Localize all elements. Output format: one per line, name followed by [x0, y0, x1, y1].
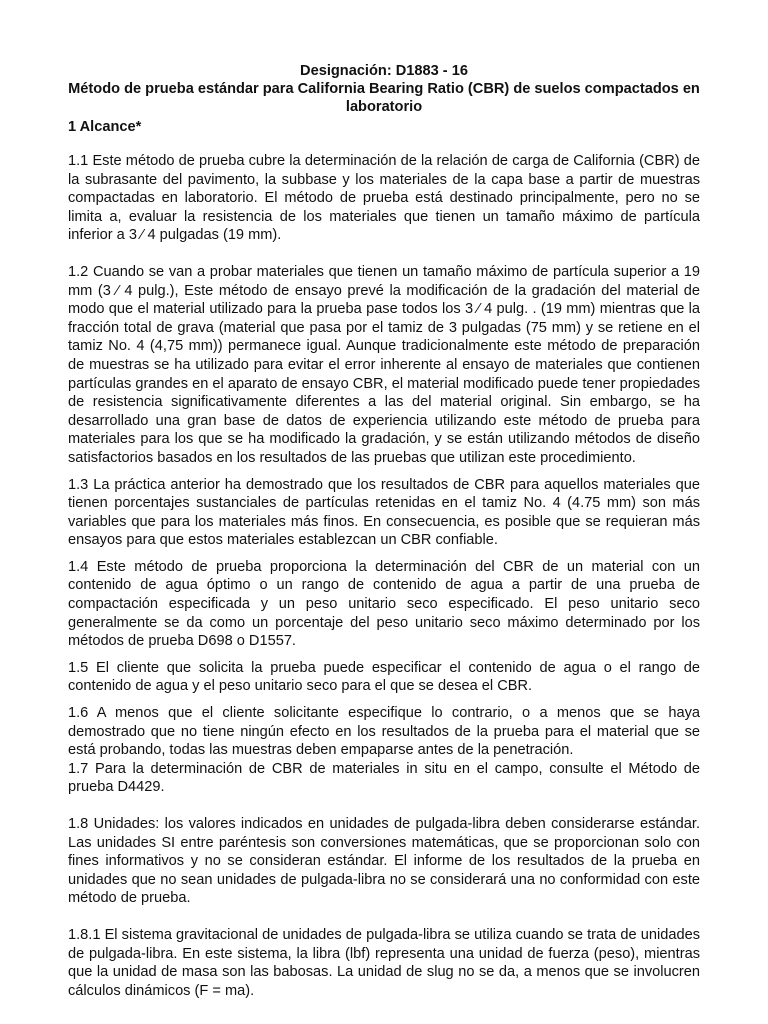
paragraph-1-4: 1.4 Este método de prueba proporciona la determinación del CBR de un material con un contenido de agua óptimo o un rango de contenido de agua a partir de una prueba de compactación especificada y un peso unitario seco especificado. El peso unitario seco generalmente se da como un porcentaje del peso unitario seco máximo determinado por los métodos de prueba D698 o D1557.	[68, 558, 700, 650]
paragraph-1-1: 1.1 Este método de prueba cubre la determinación de la relación de carga de California (CBR) de la subrasante del pavimento, la subbase y los materiales de la capa base a partir de muestras compactadas en laboratorio. El método de prueba está destinado principalmente, pero no se limita a, evaluar la resistencia de los materiales que tienen un tamaño máximo de partícula inferior a 3 ⁄ 4 pulgadas (19 mm).	[68, 153, 700, 244]
paragraph-1-5: 1.5 El cliente que solicita la prueba puede especificar el contenido de agua o el rango de contenido de agua y el peso unitario seco para el que se desea el CBR.	[68, 659, 700, 695]
section-heading-scope: 1 Alcance*	[68, 119, 142, 135]
document-designation: Designación: D1883 - 16	[300, 63, 468, 79]
paragraph-1-2: 1.2 Cuando se van a probar materiales que tienen un tamaño máximo de partícula superior a 19 mm (3 ⁄ 4 pulg.), Este método de ensayo prevé la modificación de la gradación del material de modo que el material utilizado para la prueba pase todos los 3 ⁄ 4 pulg. . (19 mm) mientras que la fracción total de grava (material que pasa por el tamiz de 3 pulgadas (75 mm) y se retiene en el tamiz No. 4 (4,75 mm)) permanece igual. Aunque tradicionalmente este método de preparación de muestras se ha utilizado para evitar el error inherente al ensayo de materiales que contienen partículas grandes en el aparato de ensayo CBR, el material modificado puede tener propiedades de resistencia significativamente diferentes a las del material original. Sin embargo, se ha desarrollado una gran base de datos de experiencia utilizando este método de prueba para materiales para los que se ha modificado la gradación, y se están utilizando métodos de diseño satisfactorios basados en los resultados de las pruebas que utilizan este procedimiento.	[68, 263, 700, 466]
document-title-line-1: Método de prueba estándar para California Bearing Ratio (CBR) de suelos compactados en	[68, 81, 700, 97]
paragraph-1-6: 1.6 A menos que el cliente solicitante especifique lo contrario, o a menos que se haya demostrado que no tiene ningún efecto en los resultados de la prueba para el material que se está probando, todas las muestras deben empaparse antes de la penetración.	[68, 705, 700, 759]
paragraph-1-3: 1.3 La práctica anterior ha demostrado que los resultados de CBR para aquellos materiales que tienen porcentajes sustanciales de partículas retenidas en el tamiz No. 4 (4.75 mm) son más variables que para los materiales más finos. En consecuencia, es posible que se requieran más ensayos para que estos materiales establezcan un CBR confiable.	[68, 476, 700, 549]
paragraph-1-7: 1.7 Para la determinación de CBR de materiales in situ en el campo, consulte el Método de prueba D4429.	[68, 760, 700, 796]
paragraph-1-8: 1.8 Unidades: los valores indicados en unidades de pulgada-libra deben considerarse estándar. Las unidades SI entre paréntesis son conversiones matemáticas, que se proporcionan solo con fines informativos y no se consideran estándar. El informe de los resultados de la prueba en unidades que no sean unidades de pulgada-libra no se considerará una no conformidad con este método de prueba.	[68, 816, 700, 907]
document-title-line-2: laboratorio	[345, 99, 423, 115]
document-title-block	[68, 62, 700, 116]
paragraph-1-8-1: 1.8.1 El sistema gravitacional de unidades de pulgada-libra se utiliza cuando se trata de unidades de pulgada-libra. En este sistema, la libra (lbf) representa una unidad de fuerza (peso), mientras que la unidad de masa son las babosas. La unidad de slug no se da, a menos que se involucren cálculos dinámicos (F = ma).	[68, 926, 700, 999]
